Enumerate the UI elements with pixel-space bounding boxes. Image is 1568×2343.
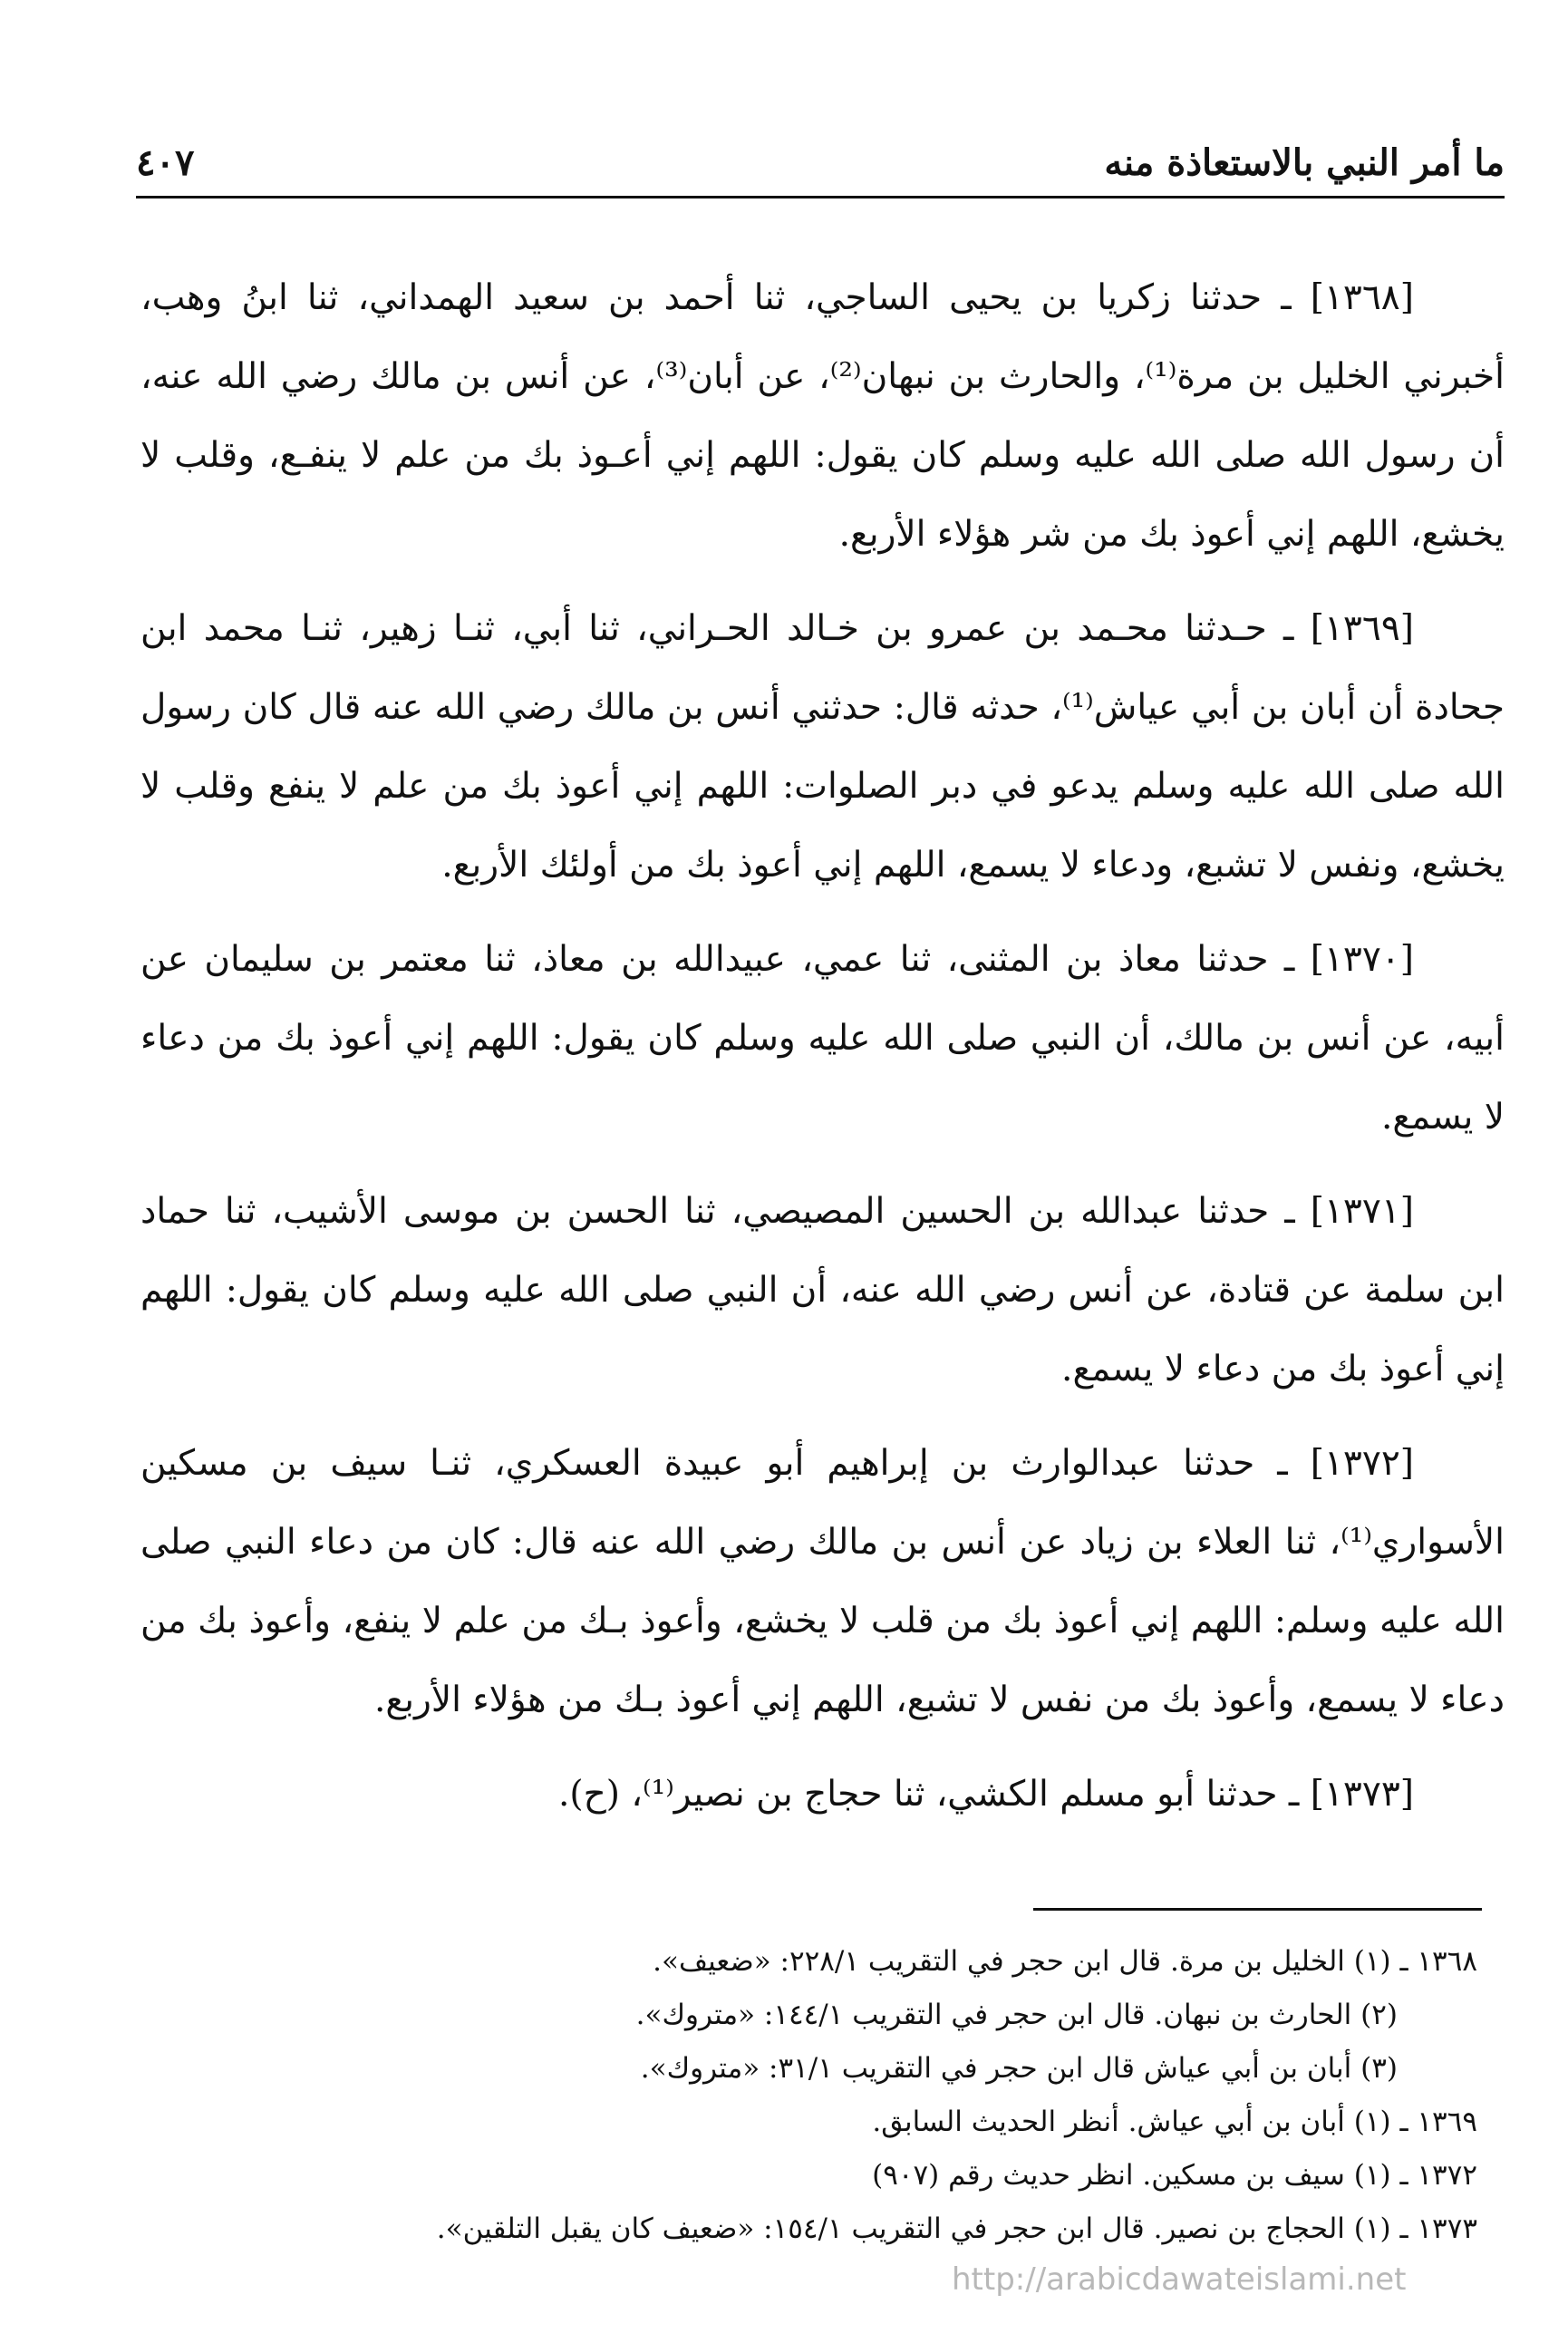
hadith-1369 xyxy=(140,589,1505,905)
hadith-number: [١٣٧٠] xyxy=(1310,939,1414,980)
hadith-text: ـ حـدثنا محـمد بن عمرو بن خـالد الحـراني، ثنا أبي، ثنـا زهير، ثنـا محمد ابن جحادة أن أبان بن أبي عياش⁽¹⁾، حدثه قال: حدثني أنس بن مالك رضي الله عنه قال كان رسول الله صلى الله عليه وسلم يدعو في دبر الصلوات: اللهم إني أعوذ بك من علم لا ينفع وقلب لا يخشع، ونفس لا تشبع، ودعاء لا يسمع، اللهم إني أعوذ بك من أولئك الأربع. xyxy=(140,608,1505,886)
footnote-line: (٣) أبان بن أبي عياش قال ابن حجر في التقريب ٣١/١: «متروك». xyxy=(640,2052,1398,2085)
hadith-number: [١٣٧٢] xyxy=(1310,1443,1414,1484)
hadith-text: ـ حدثنا عبدالوارث بن إبراهيم أبو عبيدة العسكري، ثنـا سيف بن مسكين الأسواري⁽¹⁾، ثنا العلاء بن زياد عن أنس بن مالك رضي الله عنه قال: كان من دعاء النبي صلى الله عليه وسلم: اللهم إني أعوذ بك من قلب لا يخشع، وأعوذ بـك من علم لا ينفع، وأعوذ بك من دعاء لا يسمع، وأعوذ بك من نفس لا تشبع، اللهم إني أعوذ بـك من هؤلاء الأربع. xyxy=(140,1443,1505,1720)
footnote-rule xyxy=(1033,1908,1482,1911)
hadith-text: ـ حدثنا عبدالله بن الحسين المصيصي، ثنا الحسن بن موسى الأشيب، ثنا حماد ابن سلمة عن قتادة، عن أنس رضي الله عنه، أن النبي صلى الله عليه وسلم كان يقول: اللهم إني أعوذ بك من دعاء لا يسمع. xyxy=(140,1191,1505,1389)
hadith-list xyxy=(140,258,1505,1849)
hadith-1371 xyxy=(140,1172,1505,1409)
header-rule xyxy=(136,196,1505,198)
hadith-1368 xyxy=(140,258,1505,574)
footnote-line: (٢) الحارث بن نبهان. قال ابن حجر في التقريب ١٤٤/١: «متروك». xyxy=(635,1999,1398,2031)
page-number: ٤٠٧ xyxy=(136,141,195,184)
footnotes xyxy=(199,1935,1477,2256)
footnote-line: ١٣٧٢ ـ (١) سيف بن مسكين. انظر حديث رقم (٩٠٧) xyxy=(872,2159,1477,2192)
footnote-line: ١٣٦٨ ـ (١) الخليل بن مرة. قال ابن حجر في التقريب ٢٢٨/١: «ضعيف». xyxy=(653,1945,1477,1978)
footnote-line: ١٣٧٣ ـ (١) الحجاج بن نصير. قال ابن حجر في التقريب ١٥٤/١: «ضعيف كان يقبل التلقين». xyxy=(436,2212,1477,2245)
hadith-1370 xyxy=(140,920,1505,1157)
hadith-1373 xyxy=(140,1755,1505,1834)
hadith-1372 xyxy=(140,1424,1505,1739)
hadith-text: ـ حدثنا معاذ بن المثنى، ثنا عمي، عبيدالله بن معاذ، ثنا معتمر بن سليمان عن أبيه، عن أنس بن مالك، أن النبي صلى الله عليه وسلم كان يقول: اللهم إني أعوذ بك من دعاء لا يسمع. xyxy=(140,939,1505,1138)
hadith-number: [١٣٧١] xyxy=(1310,1191,1414,1232)
watermark-url: http://arabicdawateislami.net xyxy=(952,2261,1407,2298)
hadith-number: [١٣٧٣] xyxy=(1310,1774,1414,1815)
hadith-text: ـ حدثنا أبو مسلم الكشي، ثنا حجاج بن نصير⁽¹⁾، (ح). xyxy=(557,1774,1300,1815)
page-header xyxy=(136,136,1505,199)
hadith-number: [١٣٦٩] xyxy=(1310,608,1414,649)
footnote-line: ١٣٦٩ ـ (١) أبان بن أبي عياش. أنظر الحديث السابق. xyxy=(872,2106,1477,2138)
hadith-number: [١٣٦٨] xyxy=(1310,277,1414,318)
running-title: ما أمر النبي بالاستعاذة منه xyxy=(1104,141,1505,184)
hadith-text: ـ حدثنا زكريا بن يحيى الساجي، ثنا أحمد بن سعيد الهمداني، ثنا ابنُ وهب، أخبرني الخليل بن مرة⁽¹⁾، والحارث بن نبهان⁽²⁾، عن أبان⁽³⁾، عن أنس بن مالك رضي الله عنه، أن رسول الله صلى الله عليه وسلم كان يقول: اللهم إني أعـوذ بك من علم لا ينفـع، وقلب لا يخشع، اللهم إني أعوذ بك من شر هؤلاء الأربع. xyxy=(140,277,1505,555)
